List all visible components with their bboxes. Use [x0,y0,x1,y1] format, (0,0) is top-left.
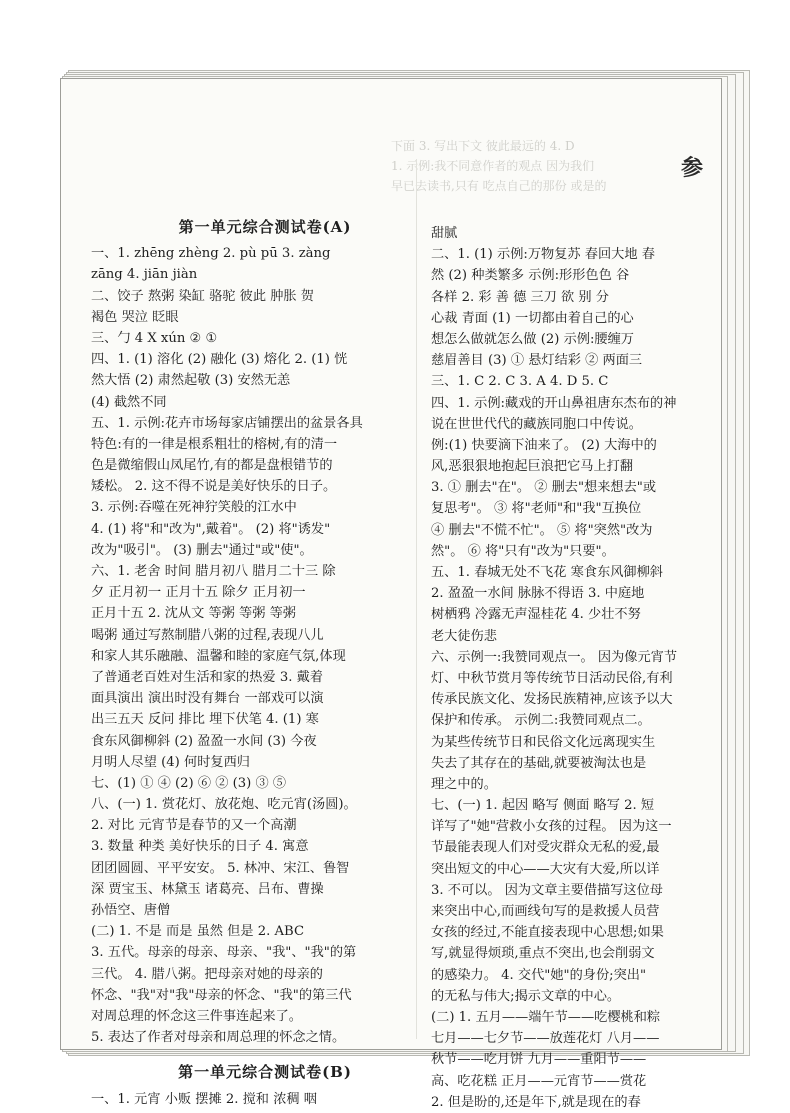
answer-line: 的感染力。 4. 交代"她"的身份;突出" [431,967,647,983]
answer-line: 对周总理的怀念这三件事连起来了。 [91,1008,302,1024]
answer-line: 四、1. 示例:藏戏的开山鼻祖唐东杰布的神 [431,395,677,411]
answer-line: 3. 不可以。 因为文章主要借描写这位母 [431,882,663,898]
answer-line: 怀念、"我"对"我"母亲的怀念、"我"的第三代 [91,987,352,1003]
section-title-corner: 参 [681,155,704,181]
answer-line: 改为"吸引"。 (3) 删去"通过"或"使"。 [91,542,313,558]
answer-line: 矮松。 2. 这不得不说是美好快乐的日子。 [91,479,337,495]
answer-line: 5. 表达了作者对母亲和周总理的怀念之情。 [91,1030,346,1046]
answer-line: 女孩的经过,不能直接表现中心思想;如果 [431,925,664,941]
answer-line: 四、1. (1) 溶化 (2) 融化 (3) 熔化 2. (1) 恍 [91,352,348,368]
answers-b [91,1089,439,1110]
answers-right [431,223,721,1113]
answer-line: 正月十五 2. 沈从文 等粥 等粥 等粥 [91,606,296,622]
answer-line: 3. 数量 种类 美好快乐的日子 4. 寓意 [91,839,309,855]
answer-line: 二、1. (1) 示例:万物复苏 春回大地 春 [431,247,655,263]
answer-line: (二) 1. 五月——端午节——吃樱桃和粽 [431,1009,661,1025]
answer-line: 五、1. 示例:花卉市场每家店铺摆出的盆景各具 [91,415,363,431]
answer-line: 甜腻 [431,226,458,241]
answer-line: 2. 盈盈一水间 脉脉不得语 3. 中庭地 [431,586,645,602]
answer-line: 4. (1) 将"和"改为",戴着"。 (2) 将"诱发" [91,521,331,537]
answer-line: 树栖鸦 冷露无声湿桂花 4. 少壮不努 [431,607,641,623]
answer-line: 3. 示例:吞噬在死神狞笑般的江水中 [91,500,297,516]
answer-line: 说在世世代代的藏族同胞口中传说。 [431,416,642,432]
answer-line: zāng 4. jiān jiàn [91,267,198,283]
answer-line: 高、吃花糕 正月——元宵节——赏花 [431,1073,647,1089]
answer-line: 团团圆圆、平平安安。 5. 林冲、宋江、鲁智 [91,860,350,876]
answer-line: 慈眉善目 (3) ① 悬灯结彩 ② 两面三 [431,353,643,369]
answer-line: 然 (2) 种类繁多 示例:形形色色 谷 [431,268,630,284]
book-page [60,78,722,1110]
answer-line: 老大徒伤悲 [431,628,497,644]
answer-line: 六、1. 老舍 时间 腊月初八 腊月二十三 除 [91,564,336,580]
answer-line: 风,恶狠狠地抱起巨浪把它马上打翻 [431,459,634,475]
answer-line: 理之中的。 [431,776,497,792]
test-heading-b: 第一单元综合测试卷(B) [178,1063,352,1082]
answer-line: 写,就显得烦琐,重点不突出,也会削弱文 [431,946,655,962]
answer-line: 3. 五代。母亲的母亲、母亲、"我"、"我"的第 [91,945,357,961]
answer-line: 节最能表现人们对受灾群众无私的爱,最 [431,840,660,856]
answer-line: 出三五天 反问 排比 埋下伏笔 4. (1) 寒 [91,712,319,728]
answer-line: 深 贾宝玉、林黛玉 诸葛亮、吕布、曹操 [91,881,324,897]
answer-line: 然大悟 (2) 肃然起敬 (3) 安然无恙 [91,373,291,389]
answer-line: 七、(一) 1. 起因 略写 侧面 略写 2. 短 [431,798,655,814]
answer-line: 孙悟空、唐僧 [91,903,171,919]
answer-line: 三代。 4. 腊八粥。把母亲对她的母亲的 [91,966,323,982]
answer-line: 特色:有的一律是根系粗壮的榕树,有的清一 [91,436,338,452]
answer-line: 2. 对比 元宵节是春节的又一个高潮 [91,818,297,834]
answer-line: 来突出中心,而画线句写的是救援人员营 [431,904,660,919]
answer-line: 了普通老百姓对生活和家的热爱 3. 戴着 [91,669,323,685]
bleed-through-text-3: 早已去读书,只有 吃点自己的那份 或是的 [391,179,607,193]
test-heading-a: 第一单元综合测试卷(A) [178,218,352,236]
answer-line: 例:(1) 快要滴下油来了。 (2) 大海中的 [431,437,657,453]
answer-line: 一、1. 元宵 小贩 摆摊 2. 搅和 浓稠 咽 [91,1091,317,1107]
bleed-through-text-1: 下面 3. 写出下文 彼此最远的 4. D [391,139,575,153]
answer-line: 褐色 哭泣 眨眼 [91,309,179,325]
answer-line: 为某些传统节日和民俗文化远离现实生 [431,734,656,750]
answer-line: 七月——七夕节——放莲花灯 八月—— [431,1031,660,1047]
answer-line: 二、饺子 熬粥 染缸 骆驼 彼此 肿胀 贺 [91,288,314,304]
answer-line: (4) 截然不同 [91,394,167,410]
answer-line: 夕 正月初一 正月十五 除夕 正月初一 [91,585,306,601]
answer-line: 的无私与伟大;揭示文章的中心。 [431,988,621,1004]
answer-line: 然"。 ⑥ 将"只有"改为"只要"。 [431,543,615,559]
answer-line: 各样 2. 彩 善 德 三刀 欲 别 分 [431,289,609,305]
answer-line: 七、(1) ① ④ (2) ⑥ ② (3) ③ ⑤ [91,775,287,791]
answer-line: (二) 1. 不是 而是 虽然 但是 2. ABC [91,924,305,940]
answer-line: 复思考"。 ③ 将"老师"和"我"互换位 [431,501,642,517]
answer-line: 保护和传承。 示例二:我赞同观点二。 [431,713,651,729]
answer-line: 想怎么做就怎么做 (2) 示例:腰缠万 [431,331,634,347]
answer-line: 和家人其乐融融、温馨和睦的家庭气氛,体现 [91,648,346,664]
answer-line: 三、1. C 2. C 3. A 4. D 5. C [431,374,609,390]
answer-line: 2. 但是盼的,还是年下,就是现在的春 [431,1094,641,1110]
answers-a [91,243,439,1048]
answer-line: 心裁 青面 (1) 一切都由着自己的心 [431,310,634,326]
answer-column-left [91,211,439,1110]
answer-line: 八、(一) 1. 赏花灯、放花炮、吃元宵(汤圆)。 [91,797,357,813]
answer-line: 食东风御柳斜 (2) 盈盈一水间 (3) 今夜 [91,733,317,749]
answer-column-right [431,223,721,1113]
answer-line: ④ 删去"不慌不忙"。 ⑤ 将"突然"改为 [431,522,653,538]
answer-line: 月明人尽望 (4) 何时复西归 [91,754,250,770]
answer-line: 突出短文的中心——大灾有大爱,所以详 [431,861,660,877]
answer-line: 色是微缩假山凤尾竹,有的都是盘根错节的 [91,458,333,474]
answer-line: 六、示例一:我赞同观点一。 因为像元宵节 [431,649,678,665]
answer-line: 传承民族文化、发扬民族精神,应该予以大 [431,692,673,708]
answer-line: 一、1. zhēng zhèng 2. pù pū 3. zàng [91,246,331,262]
answer-line: 灯、中秋节赏月等传统节日活动民俗,有利 [431,670,673,686]
answer-line: 秋节——吃月饼 九月——重阳节—— [431,1052,647,1068]
answer-line: 五、1. 春城无处不飞花 寒食东风御柳斜 [431,565,663,580]
answer-line: 三、勹 4 X xún ② ① [91,330,218,346]
answer-line: 3. ① 删去"在"。 ② 删去"想来想去"或 [431,480,657,496]
bleed-through-text-2: 1. 示例:我不同意作者的观点 因为我们 [391,159,595,173]
answer-line: 失去了其存在的基础,就要被淘汰也是 [431,755,647,771]
answer-line: 详写了"她"营救小女孩的过程。 因为这一 [431,819,672,835]
answer-line: 面具演出 演出时没有舞台 一部戏可以演 [91,691,324,707]
answer-line: 喝粥 通过写熬制腊八粥的过程,表现八儿 [91,627,324,643]
